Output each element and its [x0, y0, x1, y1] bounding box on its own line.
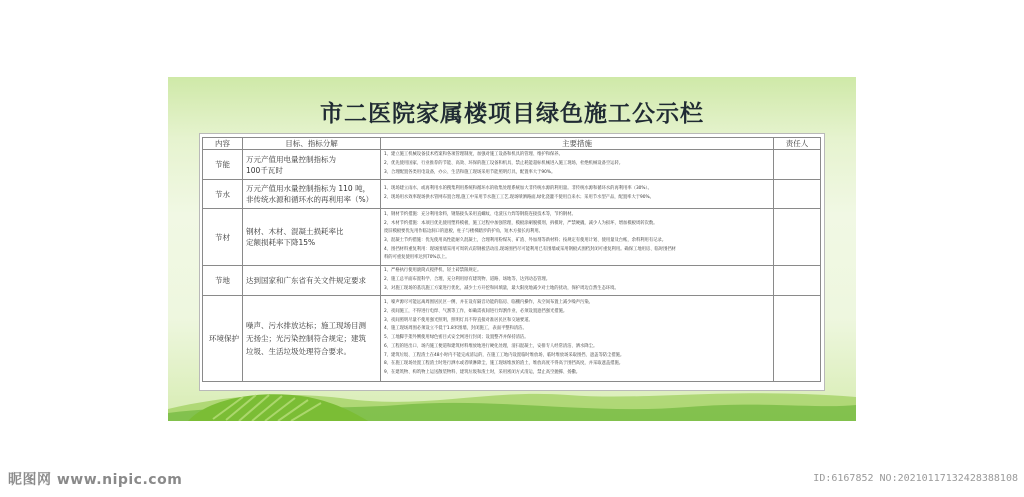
- row-target: [243, 266, 381, 296]
- row-measures: [381, 150, 774, 180]
- target-line: 万元产值用水量控制指标为 110 吨，: [246, 184, 371, 193]
- measure-line: 2、现场用水效率现场供水管网布置合理,施工中采用节水施工工艺,现场喷洒路面,绿化浇灌不使用自来水；采用节水型产品，配置率大于90%。: [384, 195, 654, 200]
- measure-line: 1、噪声源尽可能远离周围居民区一侧，并在设有隔音功能的临房、临棚内操作，从空间布置上减少噪声污染。: [384, 300, 593, 306]
- row-measures: [381, 296, 774, 382]
- table-row: [203, 209, 821, 266]
- row-owner: [774, 150, 821, 180]
- row-measures: [381, 209, 774, 266]
- row-measures: [381, 180, 774, 209]
- target-line: 达到国家和广东省有关文件规定要求: [246, 276, 366, 285]
- row-item: 节能: [203, 150, 243, 180]
- measure-line: 料的可重复使用率达到70%以上。: [384, 255, 450, 261]
- measure-line: 6、工程的进出口、场内施工便道和建筑材料堆放地进行硬化处理，清扫混凝土，安排专人经常清洁、洒水降尘。: [384, 343, 598, 349]
- row-item: 环境保护: [203, 296, 243, 382]
- row-owner: [774, 296, 821, 382]
- measure-line: 3、对施工现场的基坑施工方案进行优化，减少土方开挖和回填量，最大限度地减少对土地的扰动，保护周边自然生态环境。: [384, 285, 619, 291]
- measure-line: 4、围挡材料重复利用：现场围墙采用可周转式彩钢板活动房,现场围挡尽可能利用已有围墙或采用钢板式围档封闭可重复利用。确保工地用房、临时围挡材: [384, 246, 676, 252]
- target-line: 定额损耗率下降15%: [246, 238, 316, 247]
- watermark-id: ID:6167852 NO:20210117132428388108: [813, 473, 1018, 484]
- table-row: [203, 266, 821, 296]
- measure-line: 3、混凝土节约措施：优先使用高性能耐久混凝土，合理利用粉煤灰、矿渣、外加剂等新材料；按规定有使用计划、使用量及台帐，余料利用有记录。: [384, 238, 667, 243]
- measure-line: 9、在建筑物、构筑物上运送散装物料、建筑垃圾和渣土时，采用密闭方式清运，禁止高空抛掷、扬撒。: [384, 369, 581, 375]
- measure-line: 1、钢材节约措施：充分利用余料，钢筋接头采用直螺纹、电渣压力焊等钢筋连接技术等，节约钢材。: [384, 211, 576, 217]
- measures-table: [202, 137, 821, 382]
- measure-line: 2、夜间施工，不得进行电焊、气割等工作，如确需夜间进行焊割作业，必须设置遮挡强光措施。: [384, 309, 568, 315]
- measure-line: 7、建筑垃圾、工程渣土在48小时内不能完成清运的，在施工工地内设置临时堆放场，临时堆放场采取围挡、遮盖等防尘措施。: [384, 352, 625, 358]
- table-header-row: [203, 138, 821, 150]
- target-line: 非传统水源和循环水的再利用率（%）: [246, 195, 374, 204]
- target-line: 垃圾、生活垃圾处理符合要求。: [246, 347, 351, 356]
- measure-line: 8、在施工现场处置工程渣土时进行洒水或者喷淋降尘，施工现场堆放的渣土，堆放高度不得高于围挡高度，并采取遮盖措施。: [384, 361, 624, 367]
- row-target: [243, 180, 381, 209]
- header-target: 目标、指标分解: [243, 138, 381, 150]
- row-target: [243, 150, 381, 180]
- row-owner: [774, 209, 821, 266]
- row-target: [243, 296, 381, 382]
- measure-line: 2、木材节约措施：本项目优先使用塑料模板，施工过程中加强管理，模板涂刷脱模剂，拆模时，严禁硬撬，减少人为损坏，增加模板周转次数。: [384, 220, 658, 226]
- watermark-site: 昵图网 www.nipic.com: [8, 472, 183, 488]
- target-line: 万元产值用电量控制指标为: [246, 154, 336, 164]
- row-item: 节材: [203, 209, 243, 266]
- measure-line: 1、现场建立雨水、或再利用水的搜集利用系统和循环水的收集处理系统加大非传统水源的利用量。非传统水源和循环水的再利用率（30%）。: [384, 186, 652, 192]
- measure-line: 3、合理配置各类用电设备，办公、生活和施工现场采用节能照明灯具，配置率大于90%。: [384, 169, 556, 175]
- table-row: [203, 150, 821, 180]
- measure-line: 4、施工现场周围必须设立不低于1.8米围墙，封闭施工，表面平整和清洁。: [384, 326, 527, 332]
- target-line: 100千瓦时: [246, 165, 283, 175]
- notice-board: [168, 77, 856, 421]
- row-owner: [774, 266, 821, 296]
- target-line: 噪声、污水排放达标；施工现场目测: [246, 321, 366, 330]
- measure-line: 3、夜间照明尽量不使用强光照明，照明灯具不得直接对准居民区和交通要道。: [384, 317, 533, 323]
- board-title: 市二医院家属楼项目绿色施工公示栏: [320, 101, 704, 127]
- target-line: 钢材、木材、混凝土损耗率比: [246, 227, 344, 236]
- header-owner: 责任人: [774, 138, 821, 150]
- table-row: [203, 180, 821, 209]
- green-hills-decoration: [168, 381, 856, 421]
- row-item: 节水: [203, 180, 243, 209]
- row-measures: [381, 266, 774, 296]
- measure-line: 1、建立施工机械设备技术档案和各项管理制度，加强对施工设备和机具的管理、维护和保养。: [384, 152, 563, 158]
- header-measures: 主要措施: [381, 138, 774, 150]
- target-line: 无扬尘；光污染控制符合规定；建筑: [246, 334, 366, 343]
- table-row: [203, 296, 821, 382]
- measure-line: 废旧模板要优先用作临边洞口的遮板，柱子与楼梯踏步的护角，短木方接长再利用。: [384, 229, 543, 235]
- row-item: 节地: [203, 266, 243, 296]
- measure-line: 1、严格执行使用滚筒式搅拌机、轻土砖禁限规定。: [384, 268, 482, 274]
- measure-line: 5、工地脚手架外侧使用绿色密目式安全网进行封闭；设置整齐并保持清洁。: [384, 335, 529, 341]
- row-target: [243, 209, 381, 266]
- content-panel: [199, 133, 825, 391]
- header-item: 内容: [203, 138, 243, 150]
- row-owner: [774, 180, 821, 209]
- measure-line: 2、施工总平面布置科学、合理，充分利用原有建筑物、道路、场地等，达到动态管理。: [384, 277, 551, 283]
- measure-line: 2、优先使用国家、行业推荐的节能、高效、环保的施工设备和机具，禁止耗能超标机械进入施工现场，杜绝机械设备空运转。: [384, 161, 624, 167]
